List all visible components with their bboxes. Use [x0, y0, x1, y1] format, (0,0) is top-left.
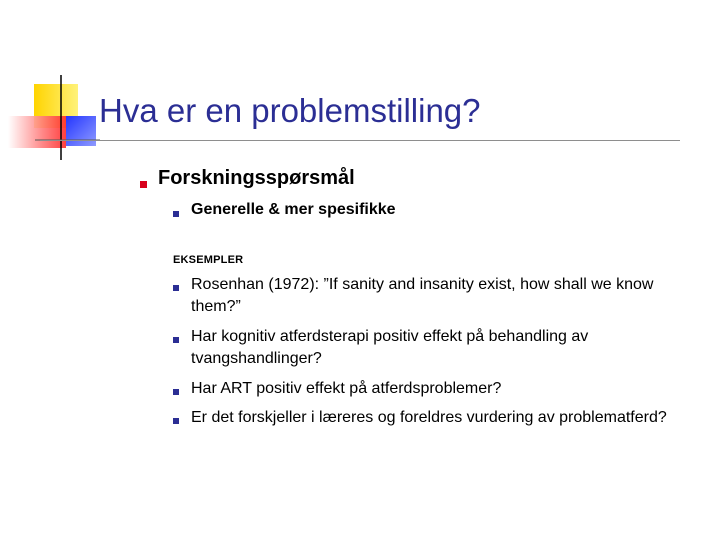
square-bullet-icon	[173, 211, 179, 217]
sub-bullet-text: Generelle & mer spesifikke	[191, 201, 396, 218]
square-bullet-icon	[173, 285, 179, 291]
example-item: Har kognitiv atferdsterapi positiv effekt på behandling av tvangshandlinger?	[191, 328, 589, 367]
square-bullet-icon	[173, 337, 179, 343]
example-item: Er det forskjeller i læreres og foreldres vurdering av problematferd?	[191, 409, 667, 426]
square-bullet-icon	[140, 181, 147, 188]
example-item: Rosenhan (1972): ”If sanity and insanity exist, how shall we know them?”	[191, 276, 654, 315]
example-item: Har ART positiv effekt på atferdsproblemer?	[191, 380, 502, 397]
main-bullet-text: Forskningsspørsmål	[158, 167, 355, 189]
slide-title: Hva er en problemstilling?	[99, 92, 481, 129]
square-bullet-icon	[173, 418, 179, 424]
examples-label: EKSEMPLER	[173, 254, 244, 266]
square-bullet-icon	[173, 389, 179, 395]
